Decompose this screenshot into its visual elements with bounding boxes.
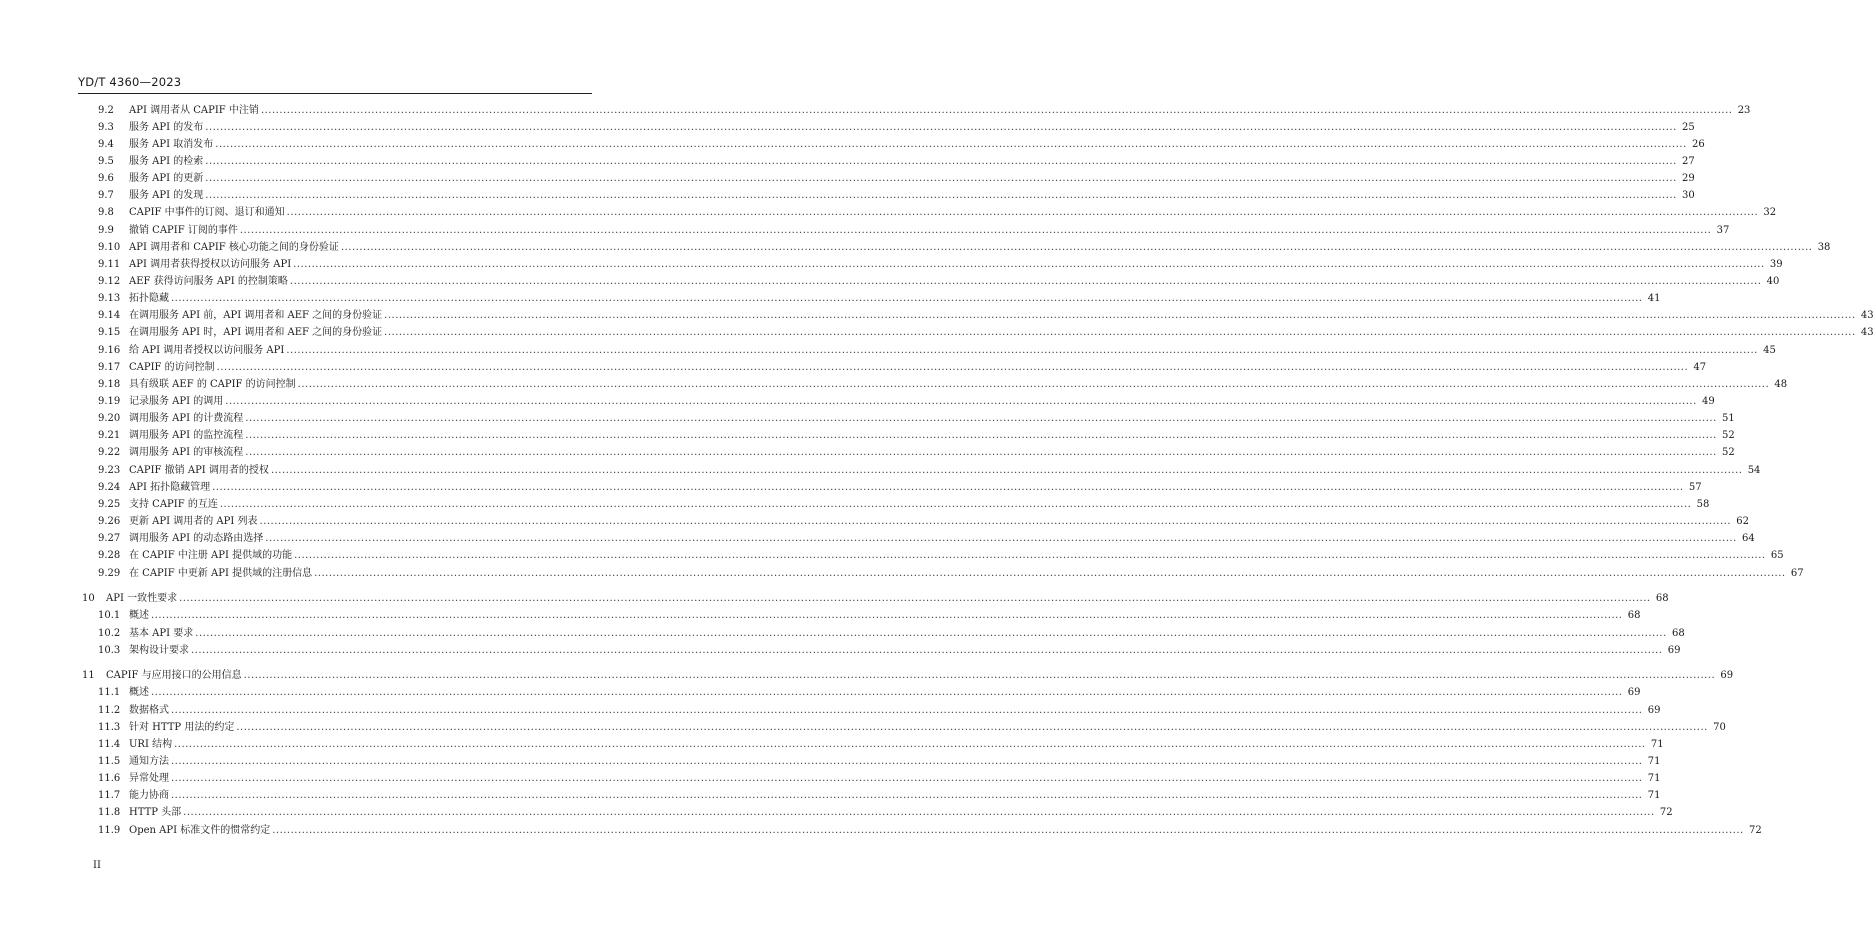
toc-entry[interactable] xyxy=(98,224,1730,238)
toc-entry-number: 11.9 xyxy=(98,825,121,836)
dot-leader: ................................................................................................................................................................................................................................................................................................................................................................................................................ xyxy=(151,687,1623,698)
toc-entry-title: 服务 API 取消发布 xyxy=(129,139,214,150)
toc-entry-title: 服务 API 的发现 xyxy=(129,190,204,201)
dot-leader: ................................................................................................................................................................................................................................................................................................................................................................................................................ xyxy=(245,447,1717,458)
dot-leader: ................................................................................................................................................................................................................................................................................................................................................................................................................ xyxy=(205,156,1677,167)
toc-entry-page-number: 40 xyxy=(1766,276,1780,287)
toc-entry-title: 调用服务 API 的审核流程 xyxy=(129,447,244,458)
toc-entry-title: CAPIF 的访问控制 xyxy=(129,362,215,373)
toc-entry[interactable] xyxy=(98,378,1788,392)
toc-entry-number: 11.8 xyxy=(98,807,121,818)
toc-entry-page-number: 49 xyxy=(1702,396,1715,407)
toc-entry[interactable] xyxy=(82,669,1734,683)
toc-entry-number: 11.7 xyxy=(98,790,121,801)
toc-entry-title: 概述 xyxy=(129,610,149,621)
toc-entry[interactable] xyxy=(98,549,1784,563)
toc-entry[interactable] xyxy=(98,446,1735,460)
toc-entry[interactable] xyxy=(98,789,1661,803)
toc-entry-page-number: 52 xyxy=(1722,430,1735,441)
toc-entry-number: 9.4 xyxy=(98,139,114,150)
toc-entry[interactable] xyxy=(98,704,1661,718)
toc-entry-title: URI 结构 xyxy=(129,739,173,750)
toc-entry-page-number: 68 xyxy=(1627,610,1641,621)
toc-entry[interactable] xyxy=(98,241,1831,255)
toc-entry-number: 9.11 xyxy=(98,259,121,270)
dot-leader: ................................................................................................................................................................................................................................................................................................................................................................................................................ xyxy=(245,413,1717,424)
toc-entry[interactable] xyxy=(98,644,1681,658)
toc-entry-title: 架构设计要求 xyxy=(129,645,189,656)
toc-entry-title: 概述 xyxy=(129,687,149,698)
toc-entry-title: 针对 HTTP 用法的约定 xyxy=(129,722,235,733)
dot-leader: ................................................................................................................................................................................................................................................................................................................................................................................................................ xyxy=(225,396,1697,407)
dot-leader: ................................................................................................................................................................................................................................................................................................................................................................................................................ xyxy=(289,276,1762,287)
toc-entry-page-number: 71 xyxy=(1647,790,1661,801)
toc-entry-page-number: 68 xyxy=(1655,593,1669,604)
dot-leader: ................................................................................................................................................................................................................................................................................................................................................................................................................ xyxy=(179,593,1651,604)
toc-entry-title: 异常处理 xyxy=(129,773,169,784)
toc-entry-title: 在调用服务 API 前，API 调用者和 AEF 之间的身份验证 xyxy=(129,310,383,321)
toc-entry-page-number: 69 xyxy=(1720,670,1734,681)
toc-entry[interactable] xyxy=(98,806,1673,820)
dot-leader: ................................................................................................................................................................................................................................................................................................................................................................................................................ xyxy=(384,310,1856,321)
toc-entry-number: 11.5 xyxy=(98,756,121,767)
toc-entry-title: 支持 CAPIF 的互连 xyxy=(129,499,218,510)
toc-entry-title: CAPIF 撤销 API 调用者的授权 xyxy=(129,465,269,476)
dot-leader: ................................................................................................................................................................................................................................................................................................................................................................................................................ xyxy=(340,242,1813,253)
toc-entry-number: 10.2 xyxy=(98,628,121,639)
toc-entry-number: 9.5 xyxy=(98,156,114,167)
toc-entry[interactable] xyxy=(98,326,1874,340)
dot-leader: ................................................................................................................................................................................................................................................................................................................................................................................................................ xyxy=(270,465,1743,476)
toc-entry-title: 服务 API 的发布 xyxy=(129,122,204,133)
toc-entry[interactable] xyxy=(98,609,1641,623)
toc-entry[interactable] xyxy=(98,498,1710,512)
toc-entry-page-number: 72 xyxy=(1659,807,1673,818)
toc-entry-number: 9.10 xyxy=(98,242,121,253)
dot-leader: ................................................................................................................................................................................................................................................................................................................................................................................................................ xyxy=(183,807,1655,818)
page-number-footer: II xyxy=(93,860,101,871)
dot-leader: ................................................................................................................................................................................................................................................................................................................................................................................................................ xyxy=(174,739,1646,750)
toc-entry[interactable] xyxy=(98,292,1661,306)
toc-entry-title: 能力协商 xyxy=(129,790,169,801)
toc-entry-title: 通知方法 xyxy=(129,756,169,767)
toc-entry[interactable] xyxy=(98,275,1780,289)
toc-entry-page-number: 41 xyxy=(1647,293,1661,304)
dot-leader: ................................................................................................................................................................................................................................................................................................................................................................................................................ xyxy=(286,345,1758,356)
toc-entry[interactable] xyxy=(98,686,1641,700)
dot-leader: ................................................................................................................................................................................................................................................................................................................................................................................................................ xyxy=(171,756,1643,767)
toc-entry-number: 9.3 xyxy=(98,122,114,133)
toc-entry[interactable] xyxy=(98,824,1762,838)
toc-entry-page-number: 57 xyxy=(1688,482,1702,493)
dot-leader: ................................................................................................................................................................................................................................................................................................................................................................................................................ xyxy=(294,550,1766,561)
dot-leader: ................................................................................................................................................................................................................................................................................................................................................................................................................ xyxy=(236,722,1708,733)
toc-entry-number: 9.23 xyxy=(98,465,121,476)
dot-leader: ................................................................................................................................................................................................................................................................................................................................................................................................................ xyxy=(239,225,1712,236)
toc-entry-page-number: 58 xyxy=(1696,499,1710,510)
toc-entry-number: 9.19 xyxy=(98,396,121,407)
toc-entry-number: 9.24 xyxy=(98,482,121,493)
toc-entry-page-number: 27 xyxy=(1682,156,1695,167)
dot-leader: ................................................................................................................................................................................................................................................................................................................................................................................................................ xyxy=(195,628,1667,639)
toc-entry-title: 在 CAPIF 中注册 API 提供域的功能 xyxy=(129,550,293,561)
toc-entry[interactable] xyxy=(98,515,1749,529)
toc-entry-title: API 一致性要求 xyxy=(106,593,178,604)
dot-leader: ................................................................................................................................................................................................................................................................................................................................................................................................................ xyxy=(297,379,1770,390)
toc-entry-page-number: 37 xyxy=(1716,225,1730,236)
dot-leader: ................................................................................................................................................................................................................................................................................................................................................................................................................ xyxy=(260,105,1733,116)
toc-entry-page-number: 64 xyxy=(1742,533,1755,544)
toc-entry[interactable] xyxy=(98,309,1874,323)
toc-entry-page-number: 68 xyxy=(1672,628,1685,639)
toc-entry[interactable] xyxy=(98,567,1804,581)
toc-entry-number: 9.20 xyxy=(98,413,121,424)
toc-entry-page-number: 30 xyxy=(1682,190,1695,201)
toc-entry[interactable] xyxy=(98,627,1685,641)
toc-entry-number: 11.4 xyxy=(98,739,121,750)
toc-entry[interactable] xyxy=(98,172,1695,186)
toc-entry[interactable] xyxy=(98,721,1726,735)
toc-entry-number: 10.1 xyxy=(98,610,121,621)
toc-entry-title: 调用服务 API 的动态路由选择 xyxy=(129,533,264,544)
dot-leader: ................................................................................................................................................................................................................................................................................................................................................................................................................ xyxy=(216,362,1689,373)
toc-entry-number: 9.27 xyxy=(98,533,121,544)
toc-entry-number: 9.21 xyxy=(98,430,121,441)
toc-entry-number: 9.6 xyxy=(98,173,114,184)
toc-entry[interactable] xyxy=(98,155,1695,169)
toc-entry[interactable] xyxy=(98,104,1751,118)
toc-entry[interactable] xyxy=(98,344,1776,358)
dot-leader: ................................................................................................................................................................................................................................................................................................................................................................................................................ xyxy=(259,516,1731,527)
dot-leader: ................................................................................................................................................................................................................................................................................................................................................................................................................ xyxy=(219,499,1692,510)
toc-entry[interactable] xyxy=(98,395,1715,409)
dot-leader: ................................................................................................................................................................................................................................................................................................................................................................................................................ xyxy=(243,670,1716,681)
toc-entry-page-number: 67 xyxy=(1790,568,1804,579)
document-header: YD/T 4360—2023 xyxy=(78,75,182,89)
toc-entry-title: CAPIF 中事件的订阅、退订和通知 xyxy=(129,207,285,218)
toc-entry-number: 10 xyxy=(82,593,95,604)
toc-entry-page-number: 38 xyxy=(1817,242,1831,253)
dot-leader: ................................................................................................................................................................................................................................................................................................................................................................................................................ xyxy=(286,207,1759,218)
dot-leader: ................................................................................................................................................................................................................................................................................................................................................................................................................ xyxy=(171,790,1643,801)
dot-leader: ................................................................................................................................................................................................................................................................................................................................................................................................................ xyxy=(205,122,1677,133)
dot-leader: ................................................................................................................................................................................................................................................................................................................................................................................................................ xyxy=(314,568,1786,579)
toc-entry-page-number: 71 xyxy=(1647,773,1661,784)
toc-entry-page-number: 25 xyxy=(1682,122,1695,133)
toc-entry-page-number: 72 xyxy=(1748,825,1762,836)
toc-entry-number: 9.18 xyxy=(98,379,121,390)
toc-entry[interactable] xyxy=(98,738,1664,752)
toc-entry-number: 9.2 xyxy=(98,105,114,116)
toc-entry-page-number: 65 xyxy=(1770,550,1784,561)
toc-entry-title: 更新 API 调用者的 API 列表 xyxy=(129,516,258,527)
toc-entry-number: 9.12 xyxy=(98,276,121,287)
toc-entry-number: 9.15 xyxy=(98,327,121,338)
toc-entry-page-number: 62 xyxy=(1736,516,1749,527)
dot-leader: ................................................................................................................................................................................................................................................................................................................................................................................................................ xyxy=(205,190,1677,201)
toc-entry[interactable] xyxy=(98,772,1661,786)
toc-entry-title: 基本 API 要求 xyxy=(129,628,194,639)
toc-entry-title: Open API 标准文件的惯常约定 xyxy=(129,825,271,836)
dot-leader: ................................................................................................................................................................................................................................................................................................................................................................................................................ xyxy=(151,610,1623,621)
toc-entry[interactable] xyxy=(98,258,1783,272)
toc-entry-title: 撤销 CAPIF 订阅的事件 xyxy=(129,225,238,236)
toc-entry[interactable] xyxy=(98,412,1735,426)
toc-entry-number: 9.8 xyxy=(98,207,114,218)
toc-entry-page-number: 52 xyxy=(1722,447,1735,458)
dot-leader: ................................................................................................................................................................................................................................................................................................................................................................................................................ xyxy=(171,705,1643,716)
toc-entry-number: 9.9 xyxy=(98,225,114,236)
toc-entry-page-number: 45 xyxy=(1763,345,1776,356)
toc-entry-title: 在调用服务 API 时，API 调用者和 AEF 之间的身份验证 xyxy=(129,327,383,338)
toc-entry-title: API 调用者从 CAPIF 中注销 xyxy=(129,105,259,116)
toc-entry-number: 10.3 xyxy=(98,645,121,656)
toc-entry-title: API 调用者和 CAPIF 核心功能之间的身份验证 xyxy=(129,242,339,253)
dot-leader: ................................................................................................................................................................................................................................................................................................................................................................................................................ xyxy=(191,645,1663,656)
toc-entry-page-number: 26 xyxy=(1692,139,1705,150)
toc-entry-page-number: 51 xyxy=(1722,413,1735,424)
toc-entry-title: 给 API 调用者授权以访问服务 API xyxy=(129,345,285,356)
toc-entry-page-number: 71 xyxy=(1647,756,1661,767)
toc-entry-page-number: 69 xyxy=(1627,687,1641,698)
header-rule xyxy=(78,93,592,94)
dot-leader: ................................................................................................................................................................................................................................................................................................................................................................................................................ xyxy=(265,533,1737,544)
dot-leader: ................................................................................................................................................................................................................................................................................................................................................................................................................ xyxy=(272,825,1744,836)
toc-entry-title: CAPIF 与应用接口的公用信息 xyxy=(106,670,242,681)
toc-entry[interactable] xyxy=(98,138,1705,152)
toc-entry-title: HTTP 头部 xyxy=(129,807,182,818)
toc-entry-number: 9.7 xyxy=(98,190,114,201)
toc-entry-page-number: 69 xyxy=(1647,705,1661,716)
toc-entry-title: API 调用者获得授权以访问服务 API xyxy=(129,259,292,270)
dot-leader: ................................................................................................................................................................................................................................................................................................................................................................................................................ xyxy=(215,139,1687,150)
toc-entry-title: 服务 API 的检索 xyxy=(129,156,204,167)
toc-entry-number: 9.29 xyxy=(98,568,121,579)
toc-entry-title: 具有级联 AEF 的 CAPIF 的访问控制 xyxy=(129,379,296,390)
toc-entry[interactable] xyxy=(98,532,1755,546)
toc-entry-number: 9.16 xyxy=(98,345,121,356)
toc-entry-page-number: 48 xyxy=(1774,379,1788,390)
toc-entry[interactable] xyxy=(98,206,1777,220)
toc-entry-page-number: 32 xyxy=(1763,207,1777,218)
toc-entry-number: 11.6 xyxy=(98,773,121,784)
dot-leader: ................................................................................................................................................................................................................................................................................................................................................................................................................ xyxy=(171,293,1643,304)
toc-entry-number: 9.13 xyxy=(98,293,121,304)
dot-leader: ................................................................................................................................................................................................................................................................................................................................................................................................................ xyxy=(205,173,1677,184)
toc-entry[interactable] xyxy=(98,481,1702,495)
toc-entry-number: 9.28 xyxy=(98,550,121,561)
toc-entry[interactable] xyxy=(98,361,1707,375)
toc-entry-title: 记录服务 API 的调用 xyxy=(129,396,224,407)
toc-entry-title: 数据格式 xyxy=(129,705,169,716)
toc-entry-page-number: 69 xyxy=(1667,645,1681,656)
dot-leader: ................................................................................................................................................................................................................................................................................................................................................................................................................ xyxy=(245,430,1717,441)
toc-entry-number: 9.17 xyxy=(98,362,121,373)
toc-entry[interactable] xyxy=(98,429,1735,443)
toc-entry-number: 11.2 xyxy=(98,705,121,716)
dot-leader: ................................................................................................................................................................................................................................................................................................................................................................................................................ xyxy=(212,482,1684,493)
toc-entry-number: 11.1 xyxy=(98,687,121,698)
toc-entry-number: 9.22 xyxy=(98,447,121,458)
dot-leader: ................................................................................................................................................................................................................................................................................................................................................................................................................ xyxy=(171,773,1643,784)
toc-entry-number: 9.25 xyxy=(98,499,121,510)
toc-entry-title: 服务 API 的更新 xyxy=(129,173,204,184)
toc-entry[interactable] xyxy=(98,464,1761,478)
toc-entry-title: 调用服务 API 的计费流程 xyxy=(129,413,244,424)
toc-entry[interactable] xyxy=(98,755,1661,769)
toc-entry-number: 9.26 xyxy=(98,516,121,527)
toc-entry[interactable] xyxy=(98,189,1695,203)
toc-entry-title: 调用服务 API 的监控流程 xyxy=(129,430,244,441)
toc-entry-page-number: 39 xyxy=(1769,259,1783,270)
toc-entry-number: 9.14 xyxy=(98,310,121,321)
toc-entry-number: 11 xyxy=(82,670,95,681)
toc-entry-page-number: 43 xyxy=(1860,310,1874,321)
dot-leader: ................................................................................................................................................................................................................................................................................................................................................................................................................ xyxy=(384,327,1856,338)
toc-entry-title: 在 CAPIF 中更新 API 提供域的注册信息 xyxy=(129,568,313,579)
toc-entry-page-number: 43 xyxy=(1860,327,1874,338)
toc-entry-page-number: 71 xyxy=(1650,739,1664,750)
toc-entry-title: API 拓扑隐藏管理 xyxy=(129,482,211,493)
toc-entry-page-number: 54 xyxy=(1747,465,1761,476)
toc-entry-title: 拓扑隐藏 xyxy=(129,293,169,304)
toc-entry-title: AEF 获得访问服务 API 的控制策略 xyxy=(129,276,288,287)
toc-entry[interactable] xyxy=(82,592,1669,606)
toc-entry-page-number: 23 xyxy=(1737,105,1751,116)
dot-leader: ................................................................................................................................................................................................................................................................................................................................................................................................................ xyxy=(293,259,1765,270)
toc-entry-page-number: 47 xyxy=(1693,362,1707,373)
toc-entry-page-number: 29 xyxy=(1682,173,1695,184)
toc-entry-number: 11.3 xyxy=(98,722,121,733)
toc-entry[interactable] xyxy=(98,121,1695,135)
toc-entry-page-number: 70 xyxy=(1713,722,1726,733)
